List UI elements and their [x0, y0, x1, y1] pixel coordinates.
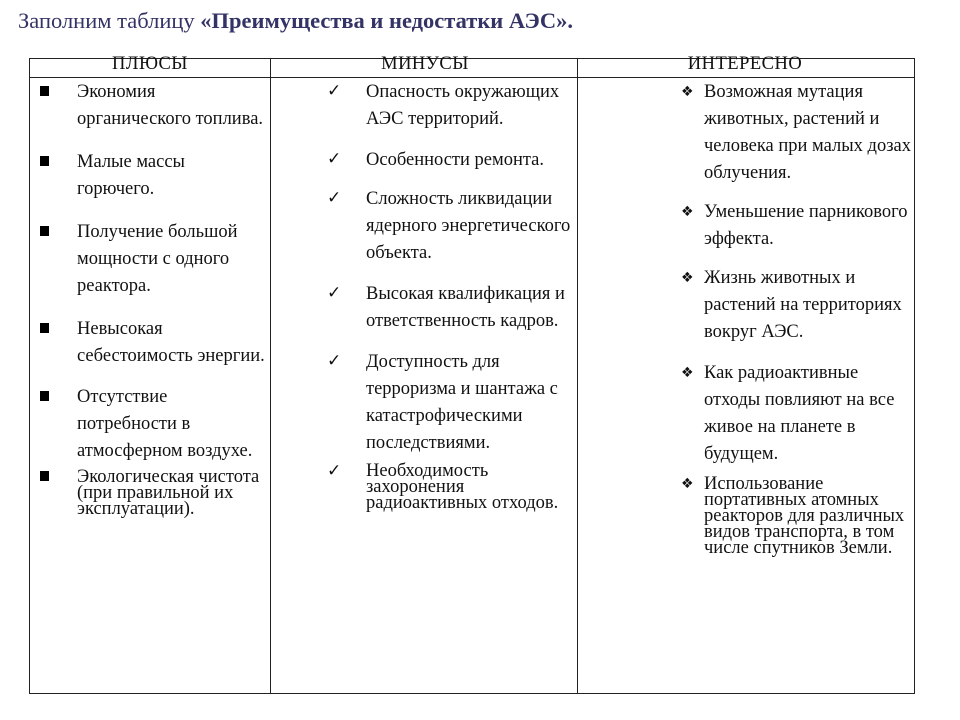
- square-bullet-icon: [36, 384, 58, 411]
- list-item: [325, 281, 575, 335]
- list-item: [680, 79, 912, 187]
- list-item: [680, 265, 912, 346]
- interesting-item-text: Возможная мутация животных, растений и человека при малых дозах облучения.: [704, 82, 911, 183]
- interesting-item-text: Уменьшение парникового эффекта.: [704, 202, 908, 249]
- list-item: [36, 384, 266, 465]
- header-cons: МИНУСЫ: [381, 54, 469, 74]
- list-item: [680, 199, 912, 253]
- square-bullet-icon: [36, 79, 58, 106]
- comparison-table: [29, 54, 915, 694]
- interesting-item-text: Использование портативных атомных реакторов для различных видов транспорта, в том числе спутников Земли.: [704, 474, 905, 558]
- list-item: [325, 147, 575, 174]
- checkmark-icon: ✓: [327, 351, 342, 371]
- pros-item-text: Экологическая чистота (при правильной их эксплуатации).: [77, 467, 260, 519]
- cons-item-text: Доступность для терроризма и шантажа с катастрофическими последствиями.: [366, 352, 558, 453]
- column-divider-1: [270, 59, 271, 693]
- pros-list: [36, 79, 266, 517]
- diamond-bullet-icon: ❖: [681, 476, 694, 492]
- interesting-list: [680, 79, 912, 556]
- diamond-bullet-icon: ❖: [681, 365, 694, 381]
- square-bullet-icon: [36, 149, 58, 176]
- cons-item-text: Высокая квалификация и ответственность кадров.: [366, 284, 565, 331]
- pros-item-text: Получение большой мощности с одного реактора.: [77, 222, 238, 296]
- checkmark-icon: ✓: [327, 81, 342, 101]
- diamond-bullet-icon: ❖: [681, 84, 694, 100]
- checkmark-icon: ✓: [327, 461, 342, 481]
- list-item: [325, 186, 575, 267]
- cons-item-text: Сложность ликвидации ядерного энергетического объекта.: [366, 189, 571, 263]
- pros-item-text: Невысокая себестоимость энергии.: [77, 319, 265, 366]
- pros-item-text: Отсутствие потребности в атмосферном воздухе.: [77, 387, 253, 461]
- list-item: [36, 316, 266, 370]
- slide-title-bold: «Преимущества и недостатки АЭС».: [200, 8, 573, 33]
- list-item: [680, 360, 912, 468]
- list-item: [325, 79, 575, 133]
- cons-item-text: Особенности ремонта.: [366, 150, 544, 170]
- interesting-item-text: Как радиоактивные отходы повлияют на все живое на планете в будущем.: [704, 363, 895, 464]
- header-pros: ПЛЮСЫ: [112, 54, 188, 74]
- list-item: [36, 219, 266, 300]
- slide-title-plain: Заполним таблицу: [18, 8, 201, 33]
- header-divider: [30, 77, 914, 78]
- list-item: [680, 476, 912, 556]
- pros-item-text: Экономия органического топлива.: [77, 82, 264, 129]
- pros-item-text: Малые массы горючего.: [77, 152, 185, 199]
- cons-list: [325, 79, 579, 511]
- checkmark-icon: ✓: [327, 188, 342, 208]
- interesting-item-text: Жизнь животных и растений на территориях вокруг АЭС.: [704, 268, 902, 342]
- cons-item-text: Опасность окружающих АЭС территорий.: [366, 82, 560, 129]
- square-bullet-icon: [36, 469, 58, 485]
- checkmark-icon: ✓: [327, 283, 342, 303]
- checkmark-icon: ✓: [327, 149, 342, 169]
- square-bullet-icon: [36, 219, 58, 246]
- list-item: [325, 349, 575, 457]
- list-item: [325, 463, 575, 511]
- slide-title: [8, 6, 948, 36]
- list-item: [36, 79, 266, 133]
- header-interesting: ИНТЕРЕСНО: [687, 54, 803, 74]
- list-item: [36, 149, 266, 203]
- diamond-bullet-icon: ❖: [681, 204, 694, 220]
- square-bullet-icon: [36, 316, 58, 343]
- list-item: [36, 469, 266, 517]
- diamond-bullet-icon: ❖: [681, 270, 694, 286]
- cons-item-text: Необходимость захоронения радиоактивных отходов.: [366, 461, 559, 513]
